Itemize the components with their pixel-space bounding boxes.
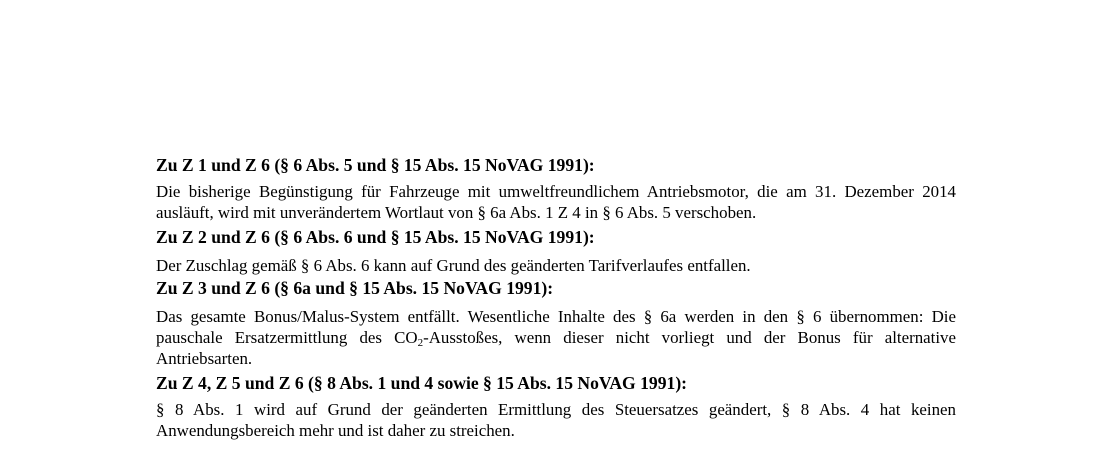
section-body-2: Der Zuschlag gemäß § 6 Abs. 6 kann auf Grund des geänderten Tarifverlaufes entfallen. <box>156 256 751 275</box>
section-body-4: § 8 Abs. 1 wird auf Grund der geänderten Ermittlung des Steuersatzes geändert, § 8 Abs. 4 hat keinen Anwendungsbereich mehr und ist daher zu streichen. <box>156 400 956 440</box>
section-heading-2: Zu Z 2 und Z 6 (§ 6 Abs. 6 und § 15 Abs. 15 NoVAG 1991): <box>156 227 595 247</box>
section-heading-4: Zu Z 4, Z 5 und Z 6 (§ 8 Abs. 1 und 4 sowie § 15 Abs. 15 NoVAG 1991): <box>156 373 688 393</box>
section-body-3 <box>156 306 956 369</box>
document-page <box>156 150 956 441</box>
co2-subscript: 2 <box>417 337 424 349</box>
section-body-3-part-1: Das gesamte Bonus/Malus-System entfällt. Wesentliche Inhalte des § 6a werden in den § 6 übernommen: Die pauschale Ersatzermittlung des CO <box>156 307 956 347</box>
section-heading-1: Zu Z 1 und Z 6 (§ 6 Abs. 5 und § 15 Abs. 15 NoVAG 1991): <box>156 155 595 175</box>
section-body-3-part-2: -Ausstoßes, wenn dieser nicht vorliegt und der Bonus für alternative Antriebsarten. <box>156 328 956 368</box>
section-heading-3: Zu Z 3 und Z 6 (§ 6a und § 15 Abs. 15 NoVAG 1991): <box>156 278 554 298</box>
section-body-1: Die bisherige Begünstigung für Fahrzeuge mit umweltfreundlichem Antriebsmotor, die am 31. Dezember 2014 ausläuft, wird mit unverändertem Wortlaut von § 6a Abs. 1 Z 4 in § 6 Abs. 5 verschoben. <box>156 182 956 222</box>
